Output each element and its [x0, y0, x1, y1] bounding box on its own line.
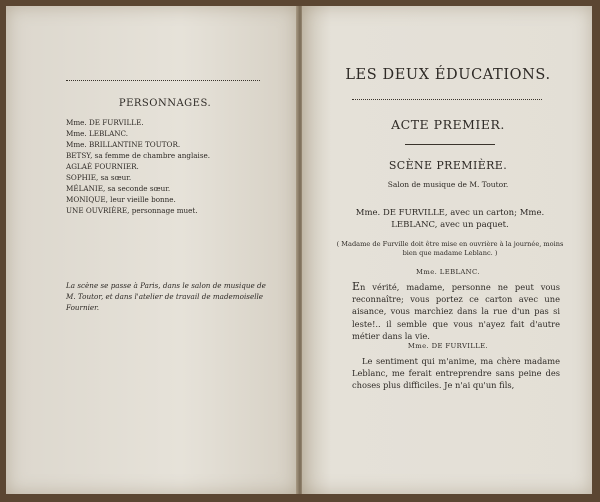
- cast-list: [66, 117, 286, 216]
- setting-note: La scène se passe à Paris, dans le salon de musique de M. Toutor, et dans l'atelier de travail de mademoiselle Fournier.: [66, 281, 266, 312]
- drop-cap: E: [352, 280, 361, 293]
- speech-text: n vérité, madame, personne ne peut vous reconnaître; vous portez ce carton avec une aisance, vous marchiez dans la rue d'un pas si leste!.. il semble que vous n'ayez fait d'autre métier dans la vie.: [352, 282, 560, 341]
- scene-title: SCÈNE PREMIÈRE.: [388, 159, 508, 172]
- cast-item: SOPHIE, sa sœur.: [66, 173, 132, 182]
- cast-item: Mme. DE FURVILLE.: [66, 118, 144, 127]
- play-title: LES DEUX ÉDUCATIONS.: [345, 67, 551, 83]
- speech-furville: [352, 355, 560, 392]
- cast-item: UNE OUVRIÈRE, personnage muet.: [66, 206, 198, 215]
- speaker-leblanc: Mme. LEBLANC.: [416, 268, 480, 276]
- cast-item: Mme. BRILLANTINE TOUTOR.: [66, 140, 181, 149]
- cast-item: BETSY, sa femme de chambre anglaise.: [66, 151, 211, 160]
- cast-item: AGLAÉ FOURNIER.: [66, 162, 139, 171]
- cast-item: MÉLANIE, sa seconde sœur.: [66, 184, 171, 193]
- speaker-furville: Mme. DE FURVILLE.: [407, 342, 489, 350]
- cast-title: PERSONNAGES.: [118, 98, 212, 109]
- act-title: ACTE PREMIER.: [391, 117, 505, 132]
- cast-item: MONIQUE, leur vieille bonne.: [66, 195, 176, 204]
- scene-characters: Mme. DE FURVILLE, avec un carton; Mme. LEBLANC, avec un paquet.: [355, 208, 545, 230]
- scene-setting: Salon de musique de M. Toutor.: [387, 180, 509, 189]
- act-rule: [405, 144, 495, 145]
- cast-item: Mme. LEBLANC.: [66, 129, 129, 138]
- title-rule: [352, 99, 542, 100]
- stage-direction: ( Madame de Furville doit être mise en ouvrière à la journée, moins bien que madame Leblanc. ): [336, 240, 564, 257]
- left-top-rule: [66, 80, 260, 81]
- speech-text: Le sentiment qui m'anime, ma chère madame Leblanc, me ferait entreprendre sans peine des choses plus difficiles. Je n'ai qu'un fils,: [352, 356, 560, 391]
- speech-leblanc: [352, 281, 560, 342]
